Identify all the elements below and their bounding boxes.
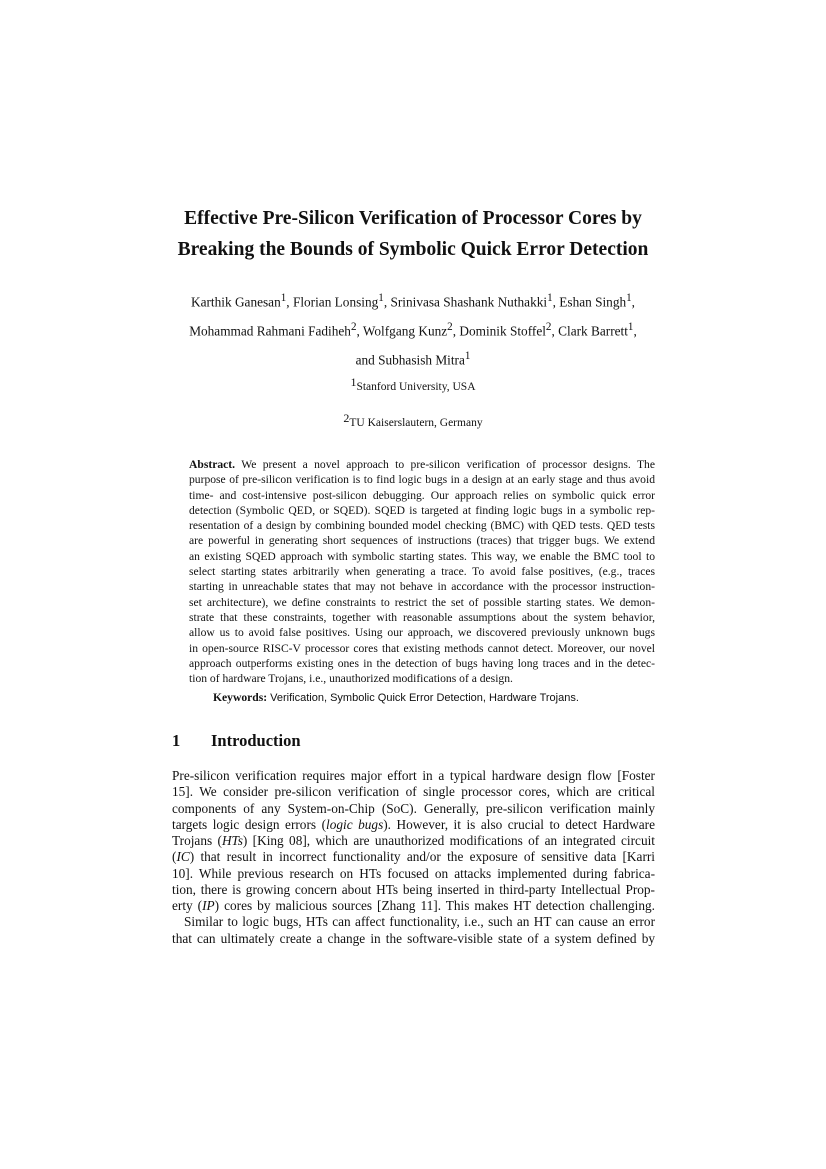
abstract-line: tion of hardware Trojans, i.e., unauthorized modifications of a design. — [189, 672, 513, 686]
body-line: tion, there is growing concern about HTs being inserted in third-party Intellectual Prop- — [172, 881, 655, 897]
body-line: targets logic design errors (logic bugs). However, it is also crucial to detect Hardware — [172, 816, 655, 832]
affiliation-kaiserslautern — [0, 411, 826, 429]
abstract-line: allow us to avoid false positives. Using our approach, we discovered previously unknown bugs — [189, 626, 655, 640]
author-affiliation-mark: 1 — [464, 349, 471, 362]
author-name: Florian Lonsing — [292, 294, 379, 310]
author-name: Wolfgang Kunz — [362, 323, 448, 339]
author-name: and Subhasish Mitra — [355, 352, 465, 368]
author-name: Dominik Stoffel — [459, 323, 546, 339]
body-line: Trojans (HTs) [King 08], which are unauthorized modifications of an integrated circuit — [172, 833, 655, 848]
author-name: Clark Barrett — [558, 323, 628, 339]
title-line-1: Effective Pre-Silicon Verification of Processor Cores by — [184, 208, 642, 229]
author-affiliation-mark: 1 — [280, 292, 287, 304]
author-name: Eshan Singh — [559, 294, 627, 310]
body-line: 10]. While previous research on HTs focused on attacks implemented during fabrica- — [172, 865, 655, 881]
abstract-line: an existing SQED approach with symbolic starting states. This way, we enable the BMC tool to — [189, 549, 655, 563]
affiliation-mark: 2 — [343, 411, 350, 425]
author-line-1: Karthik Ganesan$^1$, Florian Lonsing$^1$, Srinivasa Shashank Nuthakki$^1$, Eshan Singh$^1$, — [191, 292, 635, 310]
author-affiliation-mark: 2 — [545, 320, 552, 333]
affiliation-text: Stanford University, USA — [356, 381, 476, 393]
title-line-2: Breaking the Bounds of Symbolic Quick Error Detection — [177, 239, 649, 260]
section-title: Introduction — [211, 731, 301, 750]
author-list — [0, 286, 826, 373]
affiliation-text: TU Kaiserslautern, Germany — [349, 417, 483, 429]
author-affiliation-mark: 1 — [378, 292, 384, 304]
section-number: 1 — [172, 731, 181, 750]
body-line: 15]. We consider pre-silicon verification of single processor cores, which are critical — [172, 784, 655, 800]
author-line-2: Mohammad Rahmani Fadiheh$^2$, Wolfgang Kunz$^2$, Dominik Stoffel$^2$, Clark Barrett$^1$, — [189, 320, 637, 339]
author-affiliation-mark: 2 — [350, 320, 357, 333]
author-affiliation-mark: 1 — [627, 320, 634, 333]
affiliation-mark: 1 — [350, 375, 357, 389]
body-line: Similar to logic bugs, HTs can affect functionality, i.e., such an HT can cause an error — [184, 914, 655, 930]
abstract-line: resentation of a design by combining bounded model checking (BMC) with QED tests. QED tests — [189, 519, 655, 533]
abstract-line: set architecture), we define constraints to restrict the set of possible starting states. We demon- — [189, 595, 655, 609]
keywords-label: Keywords: — [213, 691, 268, 704]
abstract — [189, 457, 655, 686]
abstract-line: detection (Symbolic QED, or SQED). SQED is targeted at finding logic bugs in a symbolic rep- — [189, 503, 655, 517]
abstract-line: strate that these constraints, together with reasonable assumptions about the system behavior, — [189, 610, 655, 624]
abstract-line: purpose of pre-silicon verification is to find logic bugs in a design at an early stage and thus avoid — [189, 473, 655, 487]
author-name: Srinivasa Shashank Nuthakki — [390, 294, 548, 310]
body-line: (IC) that result in incorrect functionality and/or the exposure of sensitive data [Karri — [172, 849, 655, 865]
author-name: Karthik Ganesan — [191, 294, 281, 310]
abstract-line: in open-source RISC-V processor cores that existing methods cannot detect. Moreover, our novel — [189, 641, 655, 655]
author-affiliation-mark: 1 — [626, 292, 632, 304]
abstract-line: time- and cost-intensive post-silicon debugging. Our approach relies on symbolic quick error — [189, 488, 655, 502]
body-line: Pre-silicon verification requires major effort in a typical hardware design flow [Foster — [172, 768, 655, 783]
abstract-line: are powerful in generating short sequences of instructions (traces) that trigger bugs. We extend — [189, 534, 655, 548]
author-name: Mohammad Rahmani Fadiheh — [189, 323, 351, 339]
keywords — [213, 690, 579, 706]
author-affiliation-mark: 1 — [547, 292, 553, 304]
author-affiliation-mark: 2 — [447, 320, 453, 333]
abstract-line: Abstract. We present a novel approach to pre-silicon verification of processor designs. The — [189, 458, 655, 471]
body-paragraph — [172, 768, 655, 947]
abstract-line: approach outperforms existing ones in the detection of bugs having long traces and in the detec- — [189, 656, 655, 670]
affiliation-stanford — [0, 375, 826, 393]
abstract-label: Abstract. — [189, 458, 236, 471]
body-line: erty (IP) cores by malicious sources [Zhang 11]. This makes HT detection challenging. — [172, 898, 655, 913]
paper-title — [0, 203, 826, 265]
abstract-line: starting in unreachable states that may not behave in accordance with the processor instruction- — [189, 580, 655, 594]
author-line-3 — [0, 344, 826, 373]
body-line: that can ultimately create a change in the software-visible state of a system defined by — [172, 930, 655, 946]
keywords-text: Verification, Symbolic Quick Error Detection, Hardware Trojans. — [267, 692, 579, 704]
body-line: components of any System-on-Chip (SoC). Generally, pre-silicon verification mainly — [172, 800, 655, 816]
abstract-line: select starting states arbitrarily when generating a trace. To avoid false positives, (e.g., traces — [189, 565, 655, 579]
section-heading — [172, 731, 301, 751]
